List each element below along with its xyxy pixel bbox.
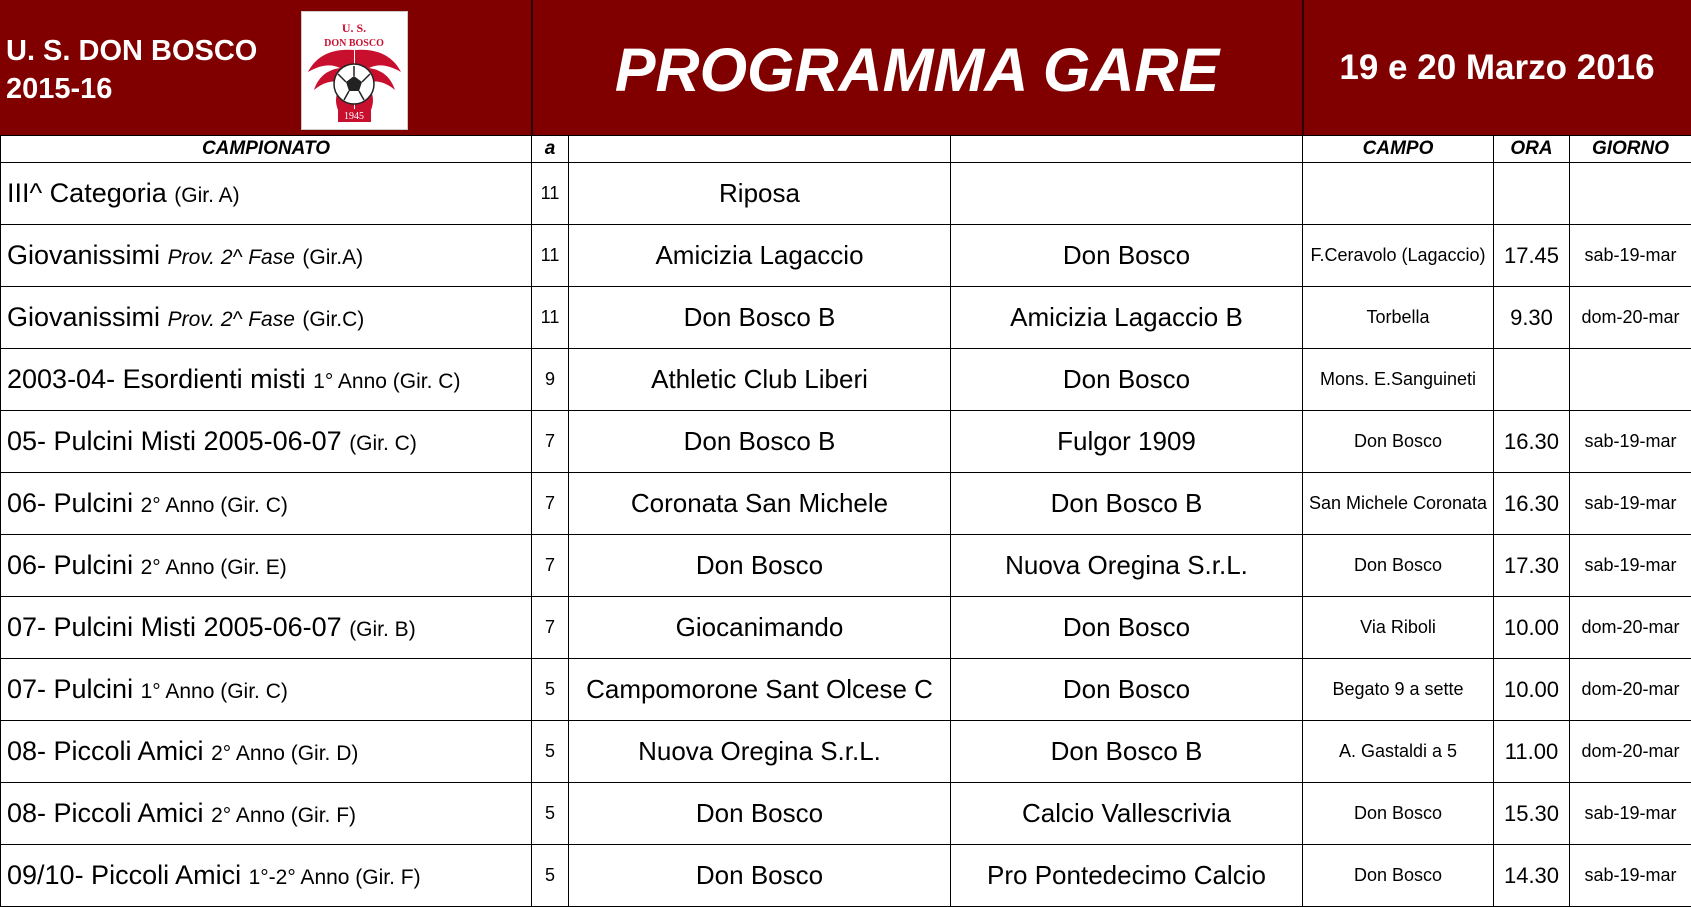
table-row — [1, 845, 1691, 907]
championship-group: (Gir. A) — [174, 184, 239, 207]
championship-name: 2003-04- Esordienti misti — [7, 364, 306, 394]
match-day: dom-20-mar — [1570, 597, 1691, 659]
away-team: Pro Pontedecimo Calcio — [951, 845, 1303, 907]
home-team: Don Bosco — [569, 845, 951, 907]
match-day: sab-19-mar — [1570, 783, 1691, 845]
column-header-round: a — [532, 136, 569, 163]
home-team: Campomorone Sant Olcese C — [569, 659, 951, 721]
header-banner — [0, 0, 1691, 135]
round-number: 5 — [532, 845, 569, 907]
round-number: 7 — [532, 411, 569, 473]
home-team: Riposa — [569, 163, 951, 225]
match-day: dom-20-mar — [1570, 721, 1691, 783]
match-time: 10.00 — [1494, 597, 1570, 659]
match-day: sab-19-mar — [1570, 225, 1691, 287]
club-season: 2015-16 — [6, 70, 257, 108]
home-team: Amicizia Lagaccio — [569, 225, 951, 287]
championship-group: 2° Anno (Gir. E) — [141, 556, 287, 579]
field-name: Via Riboli — [1303, 597, 1494, 659]
match-day — [1570, 349, 1691, 411]
match-time: 9.30 — [1494, 287, 1570, 349]
match-day: sab-19-mar — [1570, 845, 1691, 907]
home-team: Don Bosco B — [569, 287, 951, 349]
round-number: 5 — [532, 721, 569, 783]
match-time: 10.00 — [1494, 659, 1570, 721]
table-header-row — [1, 136, 1691, 163]
championship-cell — [1, 349, 532, 411]
round-number: 11 — [532, 163, 569, 225]
home-team: Athletic Club Liberi — [569, 349, 951, 411]
table-row — [1, 349, 1691, 411]
table-row — [1, 287, 1691, 349]
championship-phase: Prov. 2^ Fase — [168, 308, 295, 331]
championship-group: 1° Anno (Gir. C) — [141, 680, 288, 703]
home-team: Don Bosco B — [569, 411, 951, 473]
away-team: Nuova Oregina S.r.L. — [951, 535, 1303, 597]
match-time: 16.30 — [1494, 473, 1570, 535]
club-name — [6, 32, 257, 108]
logo-name-text: DON BOSCO — [324, 38, 384, 49]
away-team: Calcio Vallescrivia — [951, 783, 1303, 845]
field-name: Begato 9 a sette — [1303, 659, 1494, 721]
field-name: Don Bosco — [1303, 535, 1494, 597]
championship-name: 06- Pulcini — [7, 550, 133, 580]
away-team: Don Bosco — [951, 225, 1303, 287]
home-team: Don Bosco — [569, 783, 951, 845]
round-number: 7 — [532, 473, 569, 535]
championship-cell — [1, 287, 532, 349]
away-team: Don Bosco — [951, 349, 1303, 411]
round-number: 7 — [532, 535, 569, 597]
away-team — [951, 163, 1303, 225]
home-team: Nuova Oregina S.r.L. — [569, 721, 951, 783]
match-time: 14.30 — [1494, 845, 1570, 907]
round-number: 11 — [532, 287, 569, 349]
championship-cell — [1, 535, 532, 597]
championship-cell — [1, 225, 532, 287]
championship-name: Giovanissimi — [7, 302, 160, 332]
column-header-giorno: GIORNO — [1570, 136, 1691, 163]
field-name: Torbella — [1303, 287, 1494, 349]
away-team: Don Bosco B — [951, 473, 1303, 535]
match-day: dom-20-mar — [1570, 659, 1691, 721]
club-logo — [301, 11, 408, 130]
championship-group: (Gir. B) — [349, 618, 416, 641]
championship-cell — [1, 845, 532, 907]
match-time: 15.30 — [1494, 783, 1570, 845]
table-row — [1, 783, 1691, 845]
championship-name: III^ Categoria — [7, 178, 167, 208]
away-team: Don Bosco — [951, 597, 1303, 659]
table-row — [1, 535, 1691, 597]
match-day: sab-19-mar — [1570, 535, 1691, 597]
event-dates: 19 e 20 Marzo 2016 — [1303, 46, 1691, 90]
table-row — [1, 473, 1691, 535]
column-header-away — [951, 136, 1303, 163]
championship-group: 2° Anno (Gir. C) — [141, 494, 288, 517]
championship-group: (Gir.C) — [302, 308, 364, 331]
table-row — [1, 721, 1691, 783]
match-time: 17.45 — [1494, 225, 1570, 287]
field-name: Don Bosco — [1303, 845, 1494, 907]
match-day: dom-20-mar — [1570, 287, 1691, 349]
championship-cell — [1, 721, 532, 783]
championship-name: 08- Piccoli Amici — [7, 736, 204, 766]
field-name: Don Bosco — [1303, 411, 1494, 473]
table-row — [1, 411, 1691, 473]
away-team: Don Bosco — [951, 659, 1303, 721]
column-header-campo: CAMPO — [1303, 136, 1494, 163]
home-team: Don Bosco — [569, 535, 951, 597]
championship-name: 06- Pulcini — [7, 488, 133, 518]
page-title: PROGRAMMA GARE — [532, 34, 1302, 106]
round-number: 11 — [532, 225, 569, 287]
championship-cell — [1, 783, 532, 845]
table-row — [1, 597, 1691, 659]
column-header-campionato: CAMPIONATO — [1, 136, 532, 163]
match-time: 17.30 — [1494, 535, 1570, 597]
field-name — [1303, 163, 1494, 225]
round-number: 5 — [532, 783, 569, 845]
field-name: Don Bosco — [1303, 783, 1494, 845]
championship-group: 1° Anno (Gir. C) — [313, 370, 460, 393]
field-name: F.Ceravolo (Lagaccio) — [1303, 225, 1494, 287]
match-day: sab-19-mar — [1570, 473, 1691, 535]
championship-cell — [1, 411, 532, 473]
field-name: A. Gastaldi a 5 — [1303, 721, 1494, 783]
table-row — [1, 225, 1691, 287]
championship-cell — [1, 473, 532, 535]
round-number: 5 — [532, 659, 569, 721]
column-header-home — [569, 136, 951, 163]
championship-group: 1°-2° Anno (Gir. F) — [249, 866, 421, 889]
column-header-ora: ORA — [1494, 136, 1570, 163]
round-number: 7 — [532, 597, 569, 659]
match-time — [1494, 163, 1570, 225]
table-row — [1, 659, 1691, 721]
logo-year-text: 1945 — [344, 111, 364, 122]
field-name: Mons. E.Sanguineti — [1303, 349, 1494, 411]
match-time — [1494, 349, 1570, 411]
championship-name: 09/10- Piccoli Amici — [7, 860, 241, 890]
away-team: Don Bosco B — [951, 721, 1303, 783]
home-team: Giocanimando — [569, 597, 951, 659]
championship-group: 2° Anno (Gir. F) — [211, 804, 356, 827]
schedule-table — [0, 135, 1691, 907]
round-number: 9 — [532, 349, 569, 411]
championship-cell — [1, 163, 532, 225]
championship-name: 07- Pulcini Misti 2005-06-07 — [7, 612, 342, 642]
championship-name: 05- Pulcini Misti 2005-06-07 — [7, 426, 342, 456]
match-time: 11.00 — [1494, 721, 1570, 783]
championship-group: 2° Anno (Gir. D) — [211, 742, 358, 765]
match-day — [1570, 163, 1691, 225]
championship-name: 08- Piccoli Amici — [7, 798, 204, 828]
championship-group: (Gir. C) — [349, 432, 417, 455]
match-time: 16.30 — [1494, 411, 1570, 473]
championship-group: (Gir.A) — [302, 246, 363, 269]
club-name-line1: U. S. DON BOSCO — [6, 32, 257, 70]
match-day: sab-19-mar — [1570, 411, 1691, 473]
championship-cell — [1, 659, 532, 721]
logo-top-text: U. S. — [342, 21, 366, 35]
home-team: Coronata San Michele — [569, 473, 951, 535]
championship-cell — [1, 597, 532, 659]
away-team: Fulgor 1909 — [951, 411, 1303, 473]
away-team: Amicizia Lagaccio B — [951, 287, 1303, 349]
field-name: San Michele Coronata — [1303, 473, 1494, 535]
championship-phase: Prov. 2^ Fase — [168, 246, 295, 269]
championship-name: 07- Pulcini — [7, 674, 133, 704]
championship-name: Giovanissimi — [7, 240, 160, 270]
table-row — [1, 163, 1691, 225]
